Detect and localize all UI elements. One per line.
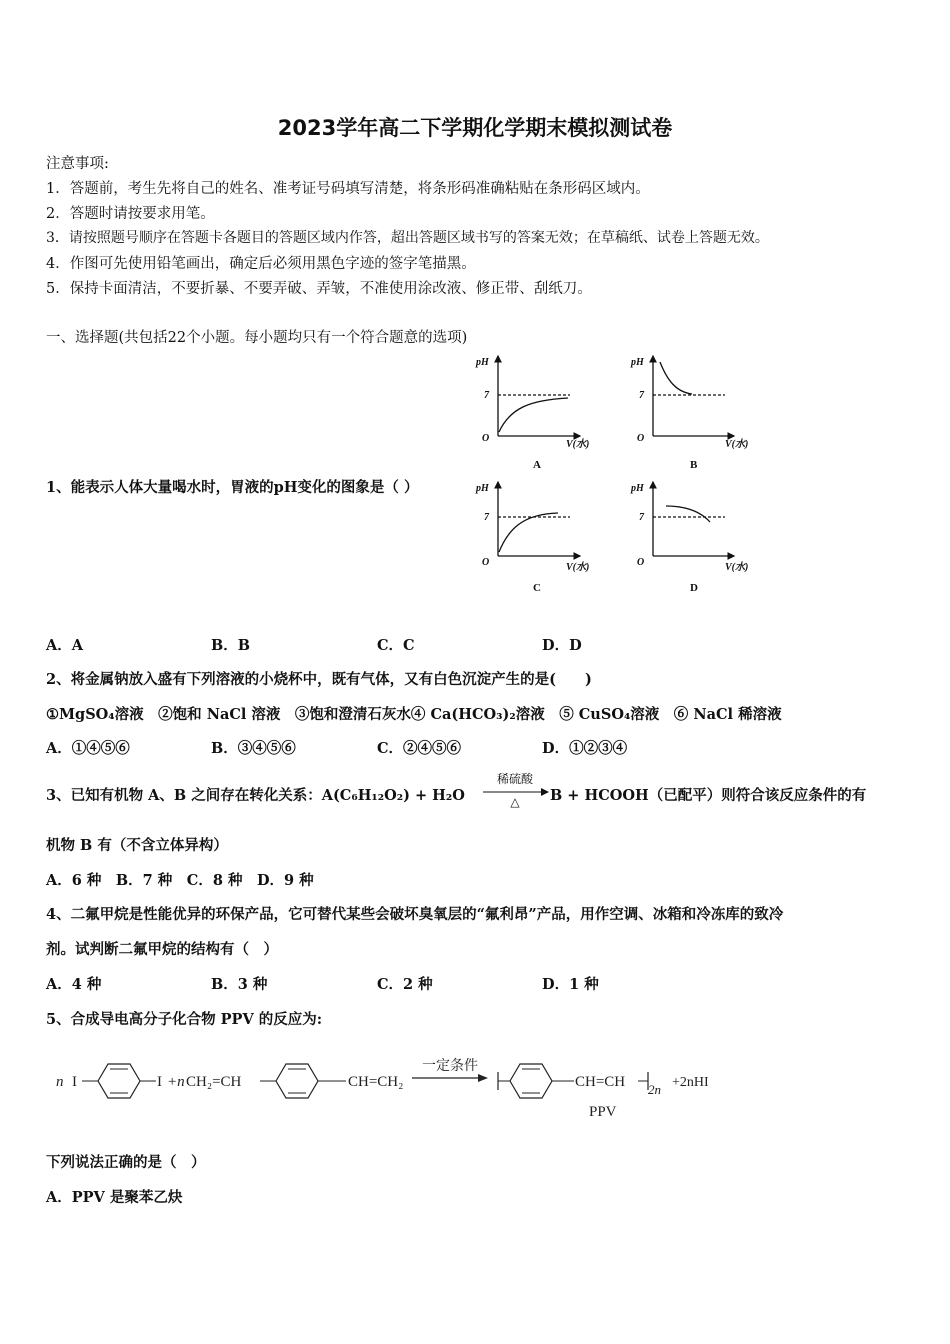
rxn-iodine-1: I xyxy=(72,1074,77,1090)
graph-a-origin: O xyxy=(482,433,490,444)
rxn-vinyl-left: CH₂=CH xyxy=(186,1074,242,1090)
rxn-plus-n: +n xyxy=(167,1074,185,1090)
q2-option-b: B．③④⑤⑥ xyxy=(211,740,296,757)
rxn-ppv-label: PPV xyxy=(589,1104,617,1120)
q3-arrow-heat: △ xyxy=(510,795,520,809)
graph-a-caption: A xyxy=(533,459,541,471)
graph-b-y-label: pH xyxy=(631,357,644,368)
q4-option-c: C．2 种 xyxy=(377,976,433,993)
question-4-stem-2: 剂。试判断二氟甲烷的结构有（ ） xyxy=(46,941,278,958)
q1-option-c: C．C xyxy=(377,637,415,654)
rxn-iodine-2: I xyxy=(157,1074,162,1090)
rxn-product-group: CH=CH xyxy=(575,1074,626,1090)
q4-option-d: D．1 种 xyxy=(542,976,599,993)
rxn-subscript: 2n xyxy=(648,1082,661,1097)
notice-item: 2．答题时请按要求用笔。 xyxy=(46,206,215,222)
q1-option-d: D．D xyxy=(542,637,582,654)
notice-heading: 注意事项: xyxy=(46,156,109,172)
graph-b-x-label: V(水) xyxy=(725,439,749,450)
graph-c-origin: O xyxy=(482,557,490,568)
ppv-reaction-scheme xyxy=(50,1050,750,1125)
graph-c-seven: 7 xyxy=(484,512,489,523)
section-heading: 一、选择题(共包括22个小题。每小题均只有一个符合题意的选项) xyxy=(46,330,468,346)
notice-item: 5．保持卡面清洁，不要折暴、不要弄破、弄皱，不准使用涂改液、修正带、刮纸刀。 xyxy=(46,281,592,297)
graph-c-x-label: V(水) xyxy=(566,562,590,573)
graph-d xyxy=(630,482,748,594)
notice-item: 3．请按照题号顺序在答题卡各题目的答题区域内作答，超出答题区域书写的答案无效；在草稿纸、试卷上答题无效。 xyxy=(46,230,769,246)
question-2-stem: 2、将金属钠放入盛有下列溶液的小烧杯中，既有气体，又有白色沉淀产生的是( ) xyxy=(46,671,592,688)
q3-options: A．6 种 B．7 种 C．8 种 D．9 种 xyxy=(46,872,314,889)
rxn-vinyl-right: CH=CH₂ xyxy=(348,1074,404,1090)
q2-option-c: C．②④⑤⑥ xyxy=(377,740,462,757)
q4-option-a: A．4 种 xyxy=(46,976,102,993)
question-5-stem: 5、合成导电高分子化合物 PPV 的反应为: xyxy=(46,1011,323,1028)
graph-b-caption: B xyxy=(690,459,698,471)
notice-item: 1．答题前，考生先将自己的姓名、准考证号码填写清楚，将条形码准确粘贴在条形码区域内。 xyxy=(46,181,650,197)
q1-option-b: B．B xyxy=(211,637,251,654)
q4-option-b: B．3 种 xyxy=(211,976,268,993)
q2-option-a: A．①④⑤⑥ xyxy=(46,740,130,757)
graph-c-caption: C xyxy=(533,582,541,594)
graph-d-y-label: pH xyxy=(631,483,644,494)
question-4-stem-1: 4、二氟甲烷是性能优异的环保产品，它可替代某些会破坏臭氧层的“氟利昂”产品，用作空调、冰箱和冷冻库的致冷 xyxy=(46,906,784,923)
ph-graphs xyxy=(470,348,770,598)
graph-d-x-label: V(水) xyxy=(725,562,749,573)
graph-a-y-label: pH xyxy=(476,357,489,368)
q2-option-d: D．①②③④ xyxy=(542,740,628,757)
question-2-list: ①MgSO₄溶液 ②饱和 NaCl 溶液 ③饱和澄清石灰水④ Ca(HCO₃)₂溶液 ⑤ CuSO₄溶液 ⑥ NaCl 稀溶液 xyxy=(46,706,782,723)
q1-option-a: A．A xyxy=(46,637,84,654)
graph-c-y-label: pH xyxy=(476,483,489,494)
rxn-byproduct: +2nHI xyxy=(672,1075,709,1090)
question-3-stem-2: 机物 B 有（不含立体异构） xyxy=(46,837,228,854)
question-5-question: 下列说法正确的是（ ） xyxy=(46,1154,206,1171)
rxn-coefficient-n: n xyxy=(56,1074,64,1090)
question-3-stem-right: B + HCOOH（已配平）则符合该反应条件的有 xyxy=(550,787,867,804)
page-title: 2023学年高二下学期化学期末模拟测试卷 xyxy=(277,116,673,140)
graph-d-seven: 7 xyxy=(639,512,644,523)
question-3-stem-left: 3、已知有机物 A、B 之间存在转化关系：A(C₆H₁₂O₂) + H₂O xyxy=(46,787,465,804)
graph-b xyxy=(630,356,748,471)
rxn-condition: 一定条件 xyxy=(422,1059,478,1074)
graph-a-x-label: V(水) xyxy=(566,439,590,450)
graph-a-seven: 7 xyxy=(484,390,489,401)
graph-b-seven: 7 xyxy=(639,390,644,401)
question-1-stem: 1、能表示人体大量喝水时，胃液的pH变化的图象是（ ） xyxy=(46,479,419,496)
notice-item: 4．作图可先使用铅笔画出，确定后必须用黑色字迹的签字笔描黑。 xyxy=(46,256,476,272)
graph-b-origin: O xyxy=(637,433,645,444)
graph-c xyxy=(475,482,589,594)
graph-d-origin: O xyxy=(637,557,645,568)
q5-option-a: A．PPV 是聚苯乙炔 xyxy=(46,1189,183,1206)
q3-arrow-condition: 稀硫酸 xyxy=(496,772,533,786)
graph-a xyxy=(475,356,589,471)
graph-d-caption: D xyxy=(690,582,698,594)
